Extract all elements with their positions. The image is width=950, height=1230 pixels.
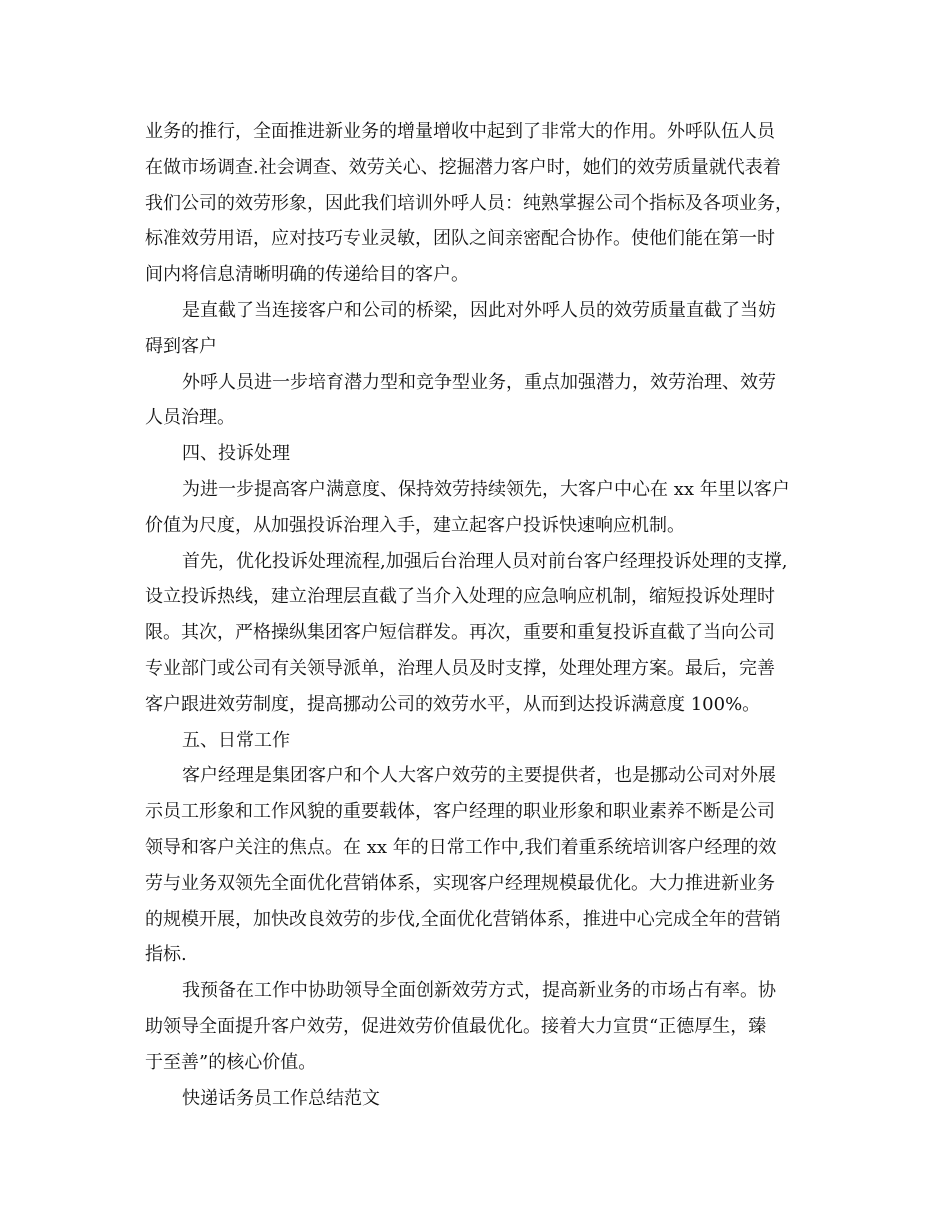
- text-line: 价值为尺度，从加强投诉治理入手，建立起客户投诉快速响应机制。: [145, 514, 685, 536]
- text-line: 领导和客户关注的焦点。在 xx 年的日常工作中,我们着重系统培训客户经理的效: [145, 836, 777, 858]
- paragraph: [145, 472, 825, 544]
- text-line: 五、日常工作: [182, 729, 290, 751]
- paragraph: [145, 973, 825, 1080]
- text-line: 首先，优化投诉处理流程,加强后台治理人员对前台客户经理投诉处理的支撑,: [182, 550, 788, 572]
- text-line: 业务的推行，全面推进新业务的增量增收中起到了非常大的作用。外呼队伍人员: [145, 121, 775, 142]
- text-line: 为进一步提高客户满意度、保持效劳持续领先，大客户中心在 xx 年里以客户: [182, 478, 790, 500]
- text-line: 人员治理。: [145, 407, 235, 429]
- text-line: 助领导全面提升客户效劳，促进效劳价值最优化。接着大力宣贯“正德厚生，臻: [145, 1015, 767, 1037]
- text-line: 标准效劳用语，应对技巧专业灵敏，团队之间亲密配合协作。使他们能在第一时: [145, 228, 775, 250]
- text-line: 间内将信息清晰明确的传递给目的客户。: [145, 264, 469, 286]
- text-line: 专业部门或公司有关领导派单，治理人员及时支撑，处理处理方案。最后，完善: [145, 657, 775, 679]
- paragraph: [145, 544, 825, 723]
- paragraph: [145, 436, 825, 472]
- text-line: 我们公司的效劳形象，因此我们培训外呼人员：纯熟掌握公司个指标及各项业务，: [145, 192, 793, 214]
- text-line: 我预备在工作中协助领导全面创新效劳方式，提高新业务的市场占有率。协: [182, 980, 776, 1002]
- text-line: 客户跟进效劳制度，提高挪动公司的效劳水平，从而到达投诉满意度 100%。: [145, 693, 761, 715]
- text-line: 示员工形象和工作风貌的重要载体，客户经理的职业形象和职业素养不断是公司: [145, 801, 775, 823]
- text-line: 在做市场调查.社会调查、效劳关心、挖掘潜力客户时，她们的效劳质量就代表着: [145, 156, 781, 178]
- text-line: 外呼人员进一步培育潜力型和竞争型业务，重点加强潜力，效劳治理、效劳: [182, 371, 776, 393]
- text-line: 限。其次，严格操纵集团客户短信群发。再次，重要和重复投诉直截了当向公司: [145, 622, 775, 644]
- text-line: 于至善”的核心价值。: [145, 1051, 317, 1073]
- text-line: 快递话务员工作总结范文: [182, 1087, 380, 1109]
- paragraph: [145, 758, 825, 973]
- text-line: 碍到客户: [145, 335, 217, 357]
- paragraph: [145, 1081, 825, 1117]
- text-line: 指标.: [145, 944, 187, 966]
- paragraph: [145, 723, 825, 759]
- text-line: 是直截了当连接客户和公司的桥梁，因此对外呼人员的效劳质量直截了当妨: [182, 299, 776, 321]
- paragraph: [145, 293, 825, 365]
- document-body: [145, 114, 825, 1116]
- paragraph: [145, 365, 825, 437]
- text-line: 四、投诉处理: [182, 443, 290, 465]
- text-line: 客户经理是集团客户和个人大客户效劳的主要提供者，也是挪动公司对外展: [182, 765, 776, 787]
- text-line: 设立投诉热线，建立治理层直截了当介入处理的应急响应机制，缩短投诉处理时: [145, 586, 775, 608]
- text-line: 劳与业务双领先全面优化营销体系，实现客户经理规模最优化。大力推进新业务: [145, 872, 775, 894]
- paragraph: [145, 114, 825, 293]
- text-line: 的规模开展，加快改良效劳的步伐,全面优化营销体系，推进中心完成全年的营销: [145, 908, 781, 930]
